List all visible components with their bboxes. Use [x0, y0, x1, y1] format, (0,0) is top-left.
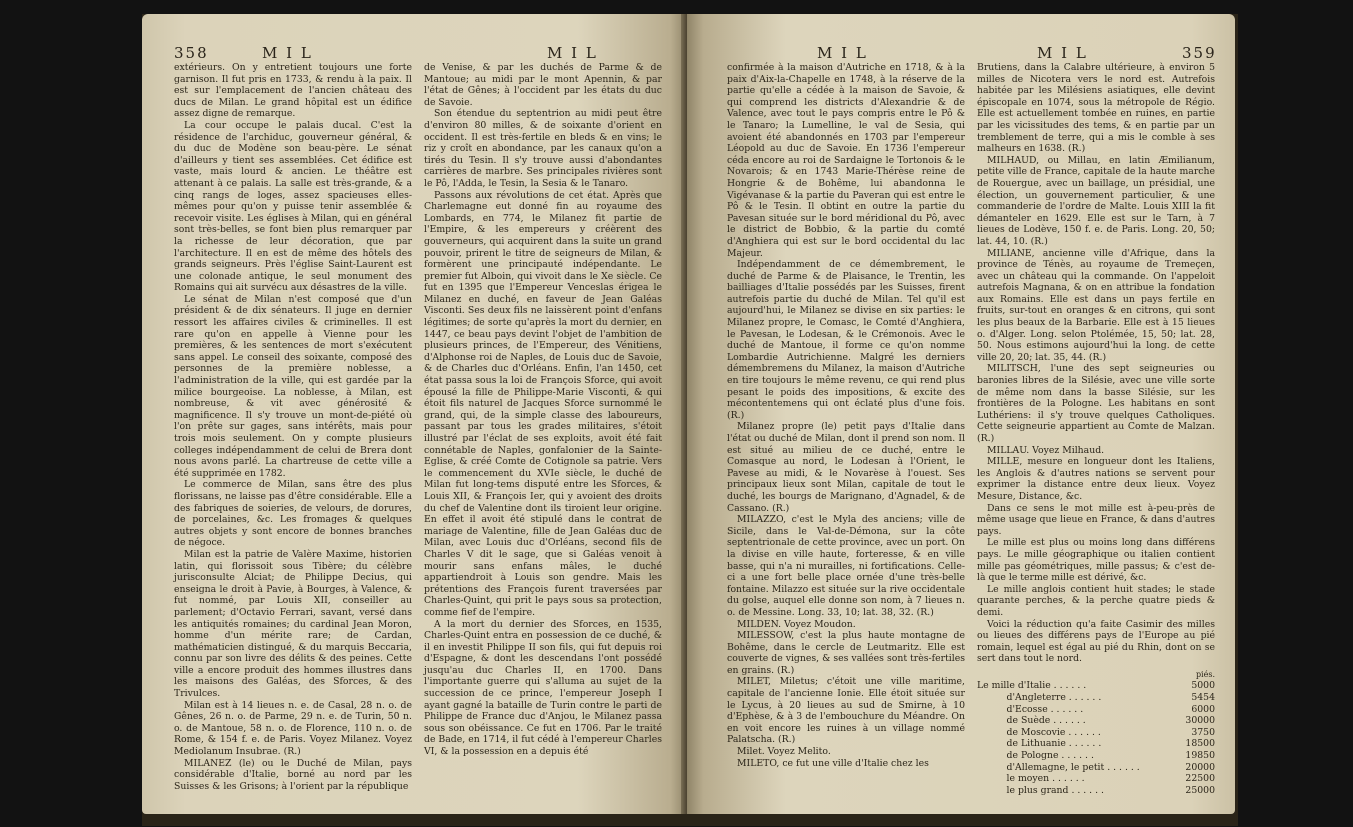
table-row [977, 680, 1215, 692]
right-column-2 [977, 62, 1215, 796]
table-label: de Suède . . . . . . [977, 715, 1086, 727]
table-label: de Pologne . . . . . . [977, 750, 1094, 762]
paragraph: MILLAU. Voyez Milhaud. [987, 444, 1105, 456]
right-column-1 [727, 62, 965, 769]
table-row [977, 727, 1215, 739]
paragraph: confirmée à la maison d'Autriche en 1718, & à la paix d'Aix-la-Chapelle en 1748, à la réserve de la partie qu'elle a cédée à la maison de Savoie, & qui comprend les districts d'Alexandrie & de Valence, avec tout le pays compris entre le Pô & le Tanaro; la Lumelline, le val de Sesia, qui avoient été abandonnés en 1703 par l'empereur Léopold au duc de Savoie. En 1736 l'empereur céda encore au roi de Sardaigne le Tortonois & le Novarois; & en 1743 Marie-Thérèse reine de Hongrie & de Bohême, lui abandonna le Vigévanase & la partie du Paveran qui est entre le Pô & le Tesin. Il obtint en outre la partie du Pavesan située sur le bord méridional du Pô, avec le district de Bobbio, & la partie du comté d'Anghiera qui est sur le bord occidental du lac Majeur. [727, 62, 965, 259]
table-value: 19850 [1185, 750, 1215, 762]
page-number-left: 358 [174, 44, 209, 62]
table-row [977, 785, 1215, 797]
running-head: M I L [262, 44, 313, 62]
page-number-right: 359 [1182, 44, 1217, 62]
table-row [977, 704, 1215, 716]
paragraph: Milanez propre (le) petit pays d'Italie dans l'état ou duché de Milan, dont il prend son nom. Il est situé au milieu de ce duché, entre le Comasque au nord, le Lodesan à l'Orient, le Pavese au midi, & le Novarèse à l'ouest. Ses principaux lieux sont Milan, capitale de tout le duché, les bourgs de Marignano, d'Agnadel, & de Cassano. (R.) [727, 421, 965, 514]
table-value: 6000 [1191, 703, 1215, 715]
table-value: 25000 [1185, 784, 1215, 796]
table-label: de Lithuanie . . . . . . [977, 738, 1102, 750]
paragraph: MILETO, ce fut une ville d'Italie chez les [737, 757, 929, 769]
table-value: 5454 [1191, 692, 1215, 704]
paragraph: Passons aux révolutions de cet état. Après que Charlemagne eut donné fin au royaume des Lombards, en 774, le Milanez fit partie de l'Empire, & les empereurs y créèrent des gouverneurs, qui acquirent dans la suite un grand pouvoir, prirent le titre de seigneurs de Milan, & formèrent une principauté indépendante. Le premier fut Alboin, qui vivoit dans le Xe siècle. Ce fut en 1395 que l'Empereur Venceslas érigea le Milanez en duché, en faveur de Jean Galéas Visconti. Ses deux fils ne laissèrent point d'enfans légitimes; de sorte qu'après la mort du dernier, en 1447, ce beau pays devint l'objet de l'ambition de plusieurs princes, de l'Empereur, des Vénitiens, d'Alphonse roi de Naples, de Louis duc de Savoie, & de Charles duc d'Orléans. Enfin, l'an 1450, cet état passa sous la loi de François Sforce, qui avoit épousé la fille de Philippe-Marie Visconti, & qui étoit fils naturel de Jacques Sforce surnommé le grand, qui, de la simple classe des laboureurs, passant par tous les grades militaires, s'étoit illustré par l'éclat de ses exploits, avoit été fait connétable de Naples, gonfalonier de la Sainte-Eglise, & créé Comte de Cotignole sa patrie. Vers le commencement du XVIe siècle, le duché de Milan fut long-tems disputé entre les Sforces, & Louis XII, & François Ier, qui y avoient des droits du chef de Valentine dont ils tiroient leur origine. En effet il avoit été stipulé dans le contrat de mariage de Valentine, fille de Jean Galéas duc de Milan, avec Louis duc d'Orléans, second fils de Charles V dit le sage, que si Galéas venoit à mourir sans enfans mâles, le duché appartiendroit à Louis son gendre. Mais les prétentions des François furent traversées par Charles-Quint, qui prit le pays sous sa protection, comme fief de l'empire. [424, 189, 662, 618]
table-label: le plus grand . . . . . . [977, 784, 1104, 796]
table-value: 30000 [1185, 715, 1215, 727]
paragraph: La cour occupe le palais ducal. C'est la résidence de l'archiduc, gouverneur général, & du duc de Modène son beau-père. Le sénat d'ailleurs y tient ses assemblées. Cet édifice est vaste, mais lourd & ancien. Le théâtre est attenant à ce palais. La salle est très-grande, & a cinq rangs de loges, assez spacieuses elles-mêmes pour qu'on y puisse tenir assemblée & recevoir visite. Les églises à Milan, qui en général sont très-belles, se font bien plus remarquer par la richesse de leur décoration, que par l'architecture. Il en est de même des hôtels des grands seigneurs. Près l'église Saint-Laurent est une colonade antique, le seul monument des Romains qui ait survécu aux désastres de la ville. [174, 119, 412, 294]
paragraph: MILESSOW, c'est la plus haute montagne de Bohême, dans le cercle de Leutmaritz. Elle est couverte de vignes, & ses vallées sont très-fertiles en grains. (R.) [727, 630, 965, 676]
paragraph: MILDEN. Voyez Moudon. [737, 618, 856, 630]
paragraph: Le sénat de Milan n'est composé que d'un président & de dix sénateurs. Il juge en dernier ressort les affaires civiles & criminelles. Il est rare qu'on en appelle à Vienne pour les premières, & les sentences de mort s'exécutent sans appel. Le conseil des soixante, composé des personnes de la première noblesse, a l'administration de la ville, qui est gardée par la milice bourgeoise. La noblesse, à Milan, est nombreuse, & vit avec générosité & magnificence. Il s'y trouve un mont-de-piété où l'on prête sur gages, sans intérêts, mais pour trois mois seulement. On y compte plusieurs colleges indépendamment de celui de Brera dont nous avons parlé. La chartreuse de cette ville a été supprimée en 1782. [174, 293, 412, 479]
paragraph: Brutiens, dans la Calabre ultérieure, à environ 5 milles de Nicotera vers le nord est. Autrefois habitée par les Milésiens asiatiques, elle devint épiscopale en 1074, sous la métropole de Régio. Elle est actuellement tombée en ruines, en partie par les vicissitudes des tems, & en partie par un tremblement de terre, qui a mis le comble à ses malheurs en 1638. (R.) [977, 62, 1215, 155]
left-page [142, 14, 687, 814]
paragraph: MILHAUD, ou Millau, en latin Æmilianum, petite ville de France, capitale de la haute marche de Rouergue, avec un baillage, un présidial, une élection, un gouvernement particulier, & une commanderie de l'ordre de Malte. Louis XIII la fit démanteler en 1629. Elle est sur le Tarn, à 7 lieues de Lodève, 150 f. e. de Paris. Long. 20, 50; lat. 44, 10. (R.) [977, 154, 1215, 247]
paragraph: MILLE, mesure en longueur dont les Italiens, les Anglois & d'autres nations se servent pour exprimer la distance entre deux lieux. Voyez Mesure, Distance, &c. [977, 456, 1215, 502]
paragraph: Le mille anglois contient huit stades; le stade quarante perches, & la perche quatre pieds & demi. [977, 583, 1215, 618]
table-label: d'Ecosse . . . . . . [977, 703, 1084, 715]
table-value: 20000 [1185, 761, 1215, 773]
paragraph: extérieurs. On y entretient toujours une forte garnison. Il fut pris en 1733, & rendu à la paix. Il est sur l'emplacement de l'ancien château des ducs de Milan. Le grand hôpital est un édifice assez digne de remarque. [174, 62, 412, 120]
paragraph: MILET, Miletus; c'étoit une ville maritime, capitale de l'ancienne Ionie. Elle étoit située sur le Lycus, à 20 lieues au sud de Smirne, à 10 d'Ephèse, & à 3 de l'embouchure du Méandre. On en voit encore les ruines à un village nommé Palatscha. (R.) [727, 676, 965, 746]
left-column-1 [174, 62, 412, 792]
table-label: de Moscovie . . . . . . [977, 726, 1101, 738]
table-row [977, 750, 1215, 762]
paragraph: MILIANE, ancienne ville d'Afrique, dans la province de Ténès, au royaume de Tremeçen, avec un château qui la commande. On l'appeloit autrefois Magnana, & on en attribue la fondation aux Romains. Elle est dans un pays fertile en fruits, sur-tout en oranges & en citrons, qui sont les plus beaux de la Barbarie. Elle est à 15 lieues o. d'Alger. Long. selon Ptolémée, 15, 50; lat. 28, 50. Nous estimons aujourd'hui la long. de cette ville 20, 20; lat. 35, 44. (R.) [977, 247, 1215, 363]
table-value: 22500 [1185, 773, 1215, 785]
table-value: 3750 [1191, 726, 1215, 738]
paragraph: Voici la réduction qu'a faite Casimir des milles ou lieues des différens pays de l'Europe au pié romain, lequel est égal au pié du Rhin, dont on se sert dans tout le nord. [977, 618, 1215, 665]
paragraph: Milan est la patrie de Valère Maxime, historien latin, qui florissoit sous Tibère; du célèbre jurisconsulte Alciat; de Philippe Decius, qui enseigna le droit à Pavie, à Bourges, à Valence, & fut nommé, par Louis XII, conseiller au parlement; d'Octavio Ferrari, savant, versé dans les antiquités romaines; du cardinal Jean Moron, homme d'un mérite rare; de Cardan, mathématicien distingué, & du marquis Beccaria, connu par son livre des délits & des peines. Cette ville a encore produit des hommes illustres dans les maisons des Galéas, des Sforces, & des Trivulces. [174, 548, 412, 700]
paragraph: MILANEZ (le) ou le Duché de Milan, pays considérable d'Italie, borné au nord par les Suisses & les Grisons; à l'orient par la république [174, 757, 412, 792]
table-label: Le mille d'Italie . . . . . . [977, 680, 1087, 692]
table-label: le moyen . . . . . . [977, 773, 1085, 785]
running-head: M I L [547, 44, 598, 62]
table-row [977, 692, 1215, 704]
table-label: d'Allemagne, le petit . . . . . . [977, 761, 1140, 773]
paragraph: MILITSCH, l'une des sept seigneuries ou baronies libres de la Silésie, avec une ville sorte de même nom dans la basse Silésie, sur les frontières de la Pologne. Les habitans en sont Luthériens: il s'y trouve quelques Catholiques. Cette seigneurie appartient au Comte de Malzan. (R.) [977, 363, 1215, 444]
table-row [977, 738, 1215, 750]
paragraph: Son étendue du septentrion au midi peut être d'environ 80 milles, & de soixante d'orient en occident. Il est très-fertile en bleds & en vins; le riz y croît en abondance, par les canaux qu'on a tirés du Tesin. Il s'y trouve aussi d'abondantes carrières de marbre. Ses principales rivières sont le Pô, l'Adda, le Tesin, la Sesia & le Tanaro. [424, 108, 662, 189]
table-value: 5000 [1191, 680, 1215, 692]
paragraph: Indépendamment de ce démembrement, le duché de Parme & de Plaisance, le Trentin, les bailliages d'Italie possédés par les Suisses, firent autrefois partie du duché de Milan. Tel qu'il est aujourd'hui, le Milanez se divise en six parties: le Milanez propre, le Comasc, le Comté d'Anghiera, le Pavesan, le Lodesan, & le Crémonois. Avec le duché de Mantoue, il forme ce qu'on nomme Lombardie Autrichienne. Malgré les derniers démembremens du Milanez, la maison d'Autriche en tire toujours le même revenu, ce qui rend plus pesant le poids des impositions, & excite des mécontentemens qui ont éclaté plus d'une fois. (R.) [727, 259, 965, 421]
paragraph: Dans ce sens le mot mille est à-peu-près de même usage que lieue en France, & dans d'autres pays. [977, 502, 1215, 537]
paragraph: de Venise, & par les duchés de Parme & de Mantoue; au midi par le mont Apennin, & par l'état de Gênes; à l'occident par les états du duc de Savoie. [424, 62, 662, 108]
paragraph: Le mille est plus ou moins long dans différens pays. Le mille géographique ou italien contient mille pas géométriques, mille passus; & c'est de-là que le terme mille est dérivé, &c. [977, 537, 1215, 584]
running-head: M I L [817, 44, 868, 62]
table-row [977, 773, 1215, 785]
table-row [977, 762, 1215, 774]
paragraph: A la mort du dernier des Sforces, en 1535, Charles-Quint entra en possession de ce duché, & il en investit Philippe II son fils, qui fut depuis roi d'Espagne, & dont les descendans l'ont possédé jusqu'au duc Charles II, en 1700. Dans l'importante guerre qui s'alluma au sujet de la succession de ce prince, l'empereur Joseph I ayant gagné la bataille de Turin contre le parti de Philippe de France duc d'Anjou, le Milanez passa sous son obéissance. Ce fut en 1706. Par le traité de Bade, en 1714, il fut cédé à l'empereur Charles VI, & la possession en a depuis été [424, 618, 662, 758]
paragraph: Le commerce de Milan, sans être des plus florissans, ne laisse pas d'être considérable. Elle a des fabriques de soieries, de velours, de dorures, de porcelaines, &c. Les fromages & quelques autres objets y sont encore de bonnes branches de négoce. [174, 479, 412, 549]
right-page [687, 14, 1235, 814]
running-head: M I L [1037, 44, 1088, 62]
open-book [142, 14, 1238, 826]
paragraph: Milet. Voyez Melito. [737, 746, 831, 758]
paragraph: Milan est à 14 lieues n. e. de Casal, 28 n. o. de Gênes, 26 n. o. de Parme, 29 n. e. de Turin, 50 n. o. de Mantoue, 58 n. o. de Florence, 110 n. o. de Rome, & 154 f. e. de Paris. Voyez Milanez. Voyez Mediolanum Insubrae. (R.) [174, 699, 412, 758]
paragraph: MILAZZO, c'est le Myla des anciens; ville de Sicile, dans le Val-de-Démona, sur la côte septentrionale de cette province, avec un port. On la divise en ville haute, forteresse, & en ville basse, qui n'a ni murailles, ni fortifications. Celle-ci a une fort belle place ornée d'une très-belle fontaine. Milazzo est située sur la rive occidentale du golse, auquel elle donne son nom, à 7 lieues n. o. de Messine. Long. 33, 10; lat. 38, 32. (R.) [727, 514, 965, 618]
left-column-2 [424, 62, 662, 758]
table-label: d'Angleterre . . . . . . [977, 692, 1102, 704]
mile-conversion-table [977, 669, 1215, 797]
table-value: 18500 [1185, 738, 1215, 750]
table-unit: piés. [1195, 669, 1215, 679]
table-row [977, 715, 1215, 727]
